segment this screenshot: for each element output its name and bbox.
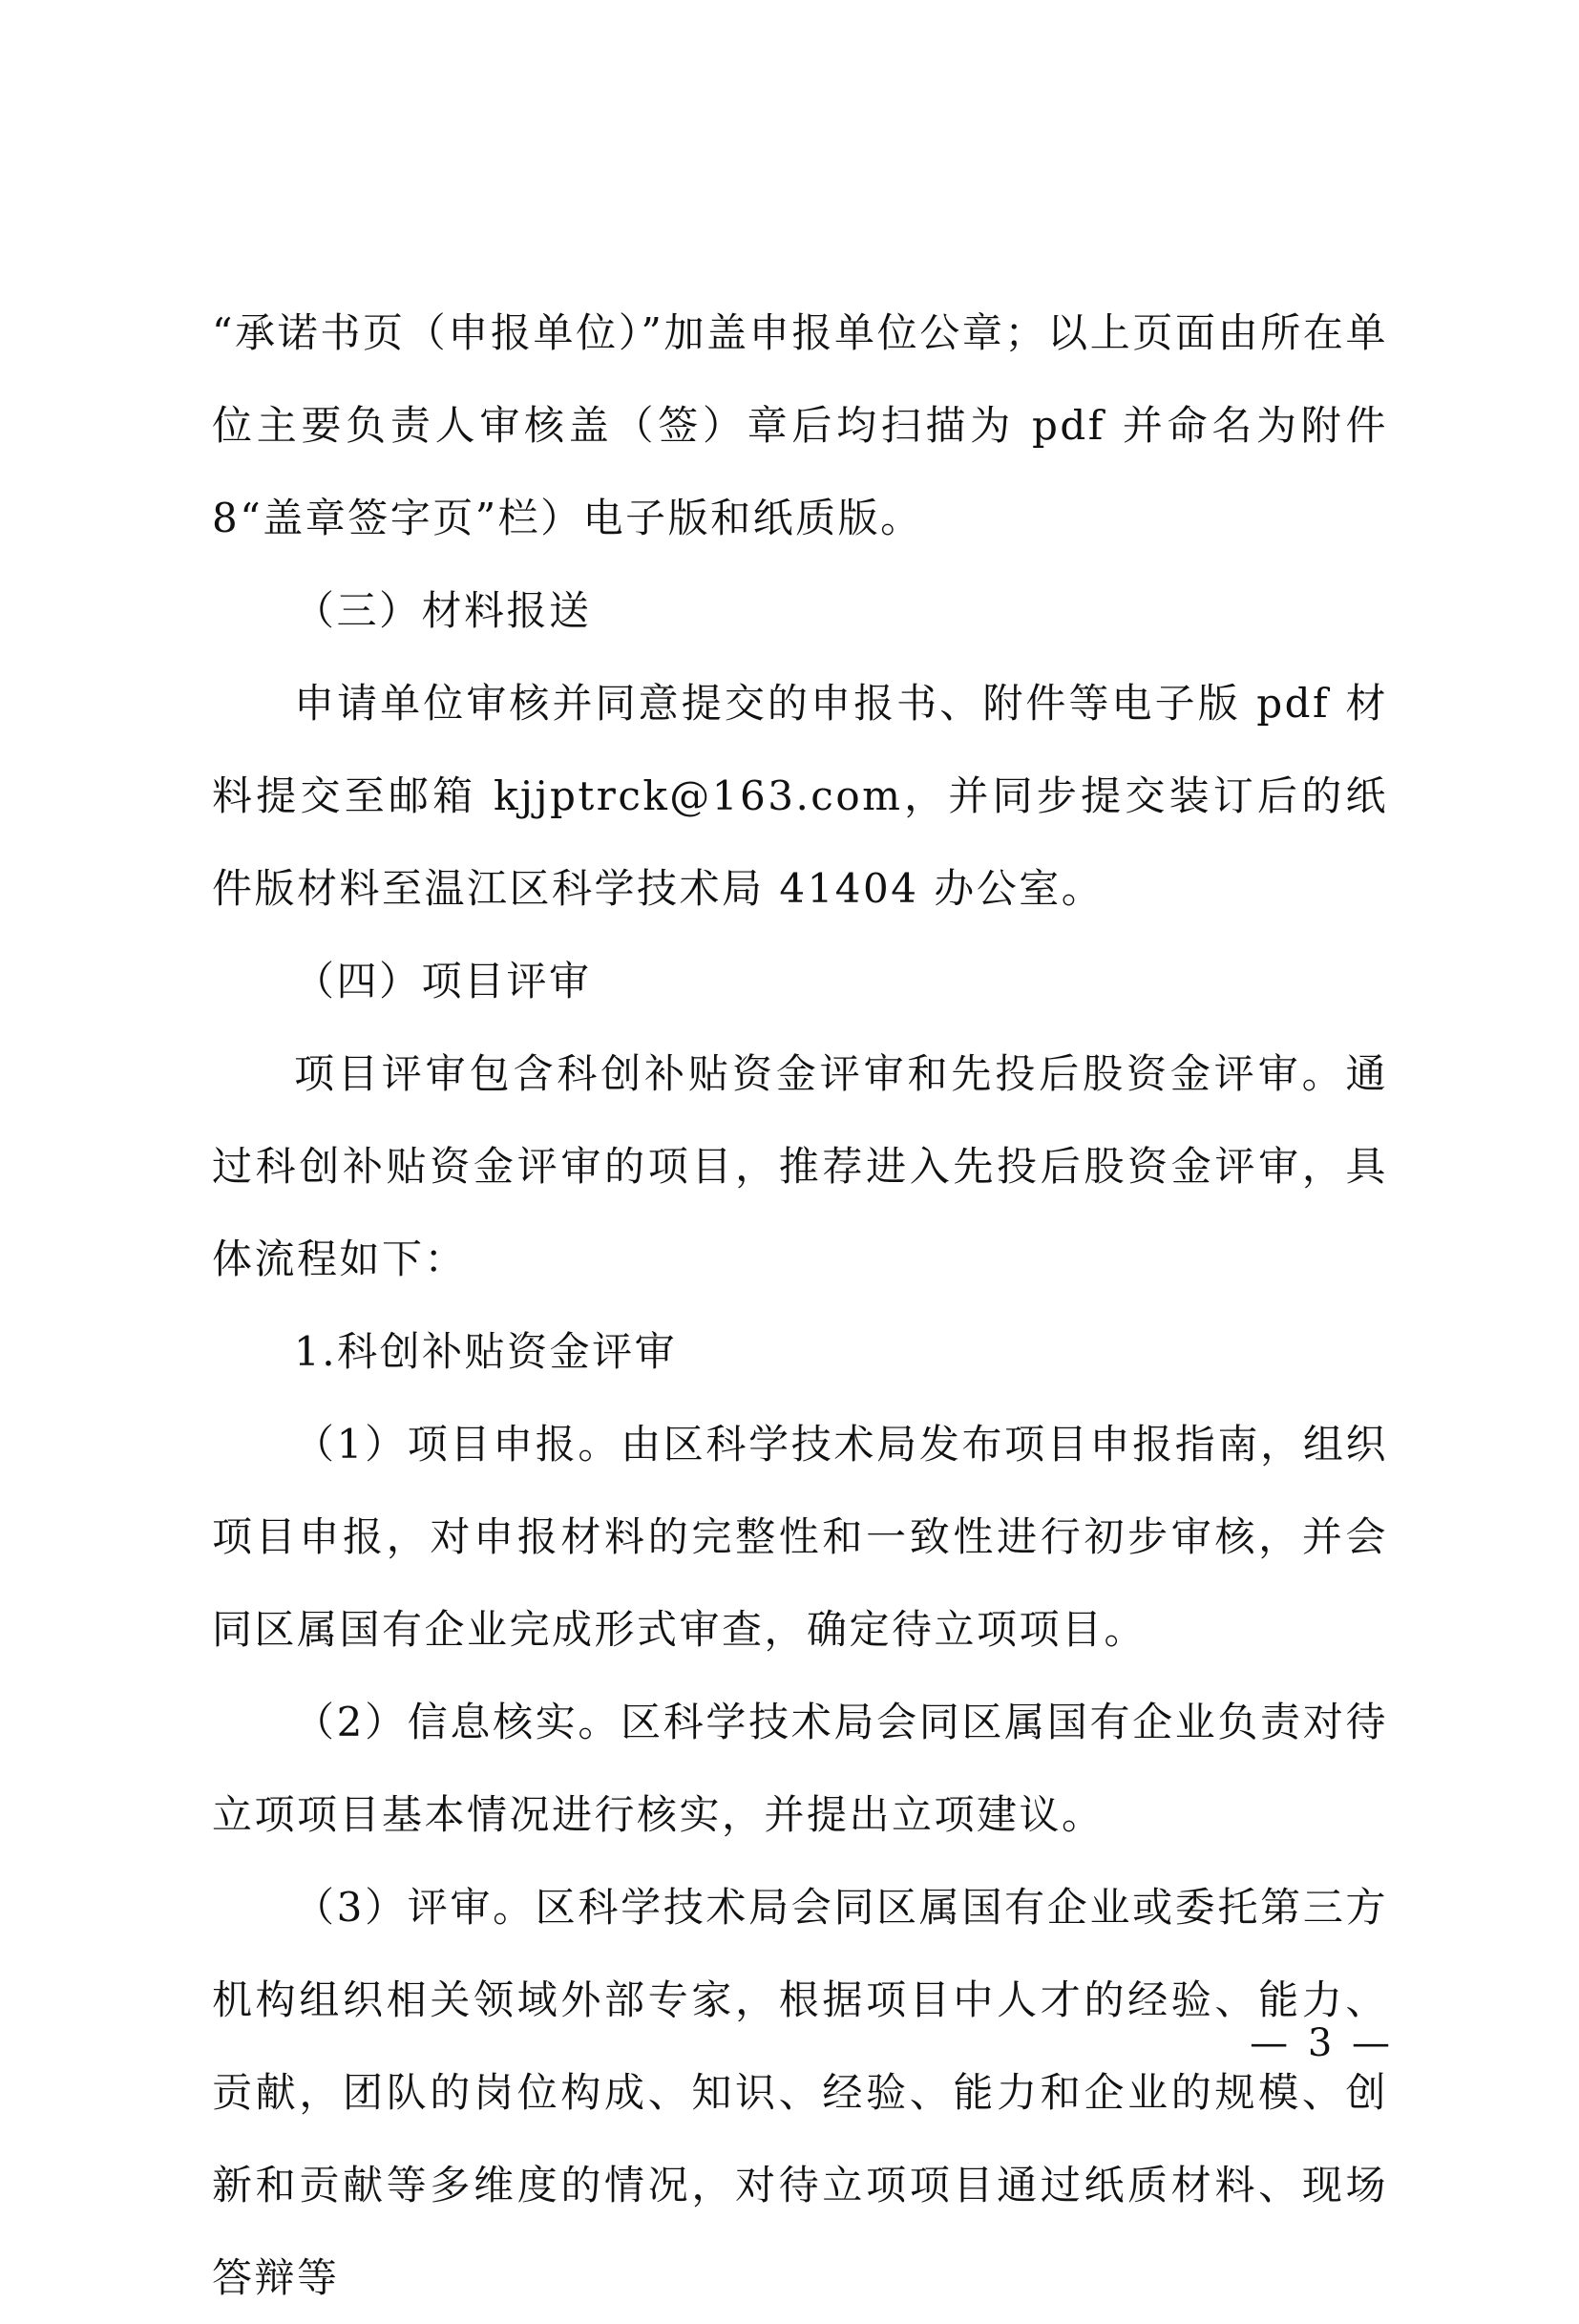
subsection-heading-subsidy-review: 1.科创补贴资金评审 bbox=[294, 1328, 678, 1375]
step-information-verification-paragraph: （2）信息核实。区科学技术局会同区属国有企业负责对待立项项目基本情况进行核实，并提出立项建议。 bbox=[212, 1699, 1388, 1838]
submission-paragraph: 申请单位审核并同意提交的申报书、附件等电子版 pdf 材料提交至邮箱 kjjptrck@163.com，并同步提交装订后的纸件版材料至温江区科学技术局 41404 办公室。 bbox=[212, 680, 1388, 912]
section-heading-project-review: （四）项目评审 bbox=[294, 958, 592, 1004]
review-overview-paragraph: 项目评审包含科创补贴资金评审和先投后股资金评审。通过科创补贴资金评审的项目，推荐进入先投后股资金评审，具体流程如下： bbox=[212, 1050, 1388, 1282]
step-project-application-paragraph: （1）项目申报。由区科学技术局发布项目申报指南，组织项目申报，对申报材料的完整性和一致性进行初步审核，并会同区属国有企业完成形式审查，确定待立项项目。 bbox=[212, 1421, 1388, 1653]
step-review-paragraph: （3）评审。区科学技术局会同区属国有企业或委托第三方机构组织相关领域外部专家，根据项目中人才的经验、能力、贡献，团队的岗位构成、知识、经验、能力和企业的规模、创新和贡献等多维度的情况，对待立项项目通过纸质材料、现场答辩等 bbox=[212, 1884, 1388, 2301]
section-heading-material-submission: （三）材料报送 bbox=[294, 587, 592, 634]
page-number: — 3 — bbox=[1250, 2021, 1394, 2065]
continuation-paragraph: “承诺书页（申报单位）”加盖申报单位公章；以上页面由所在单位主要负责人审核盖（签）章后均扫描为 pdf 并命名为附件 8“盖章签字页”栏）电子版和纸质版。 bbox=[212, 309, 1388, 541]
